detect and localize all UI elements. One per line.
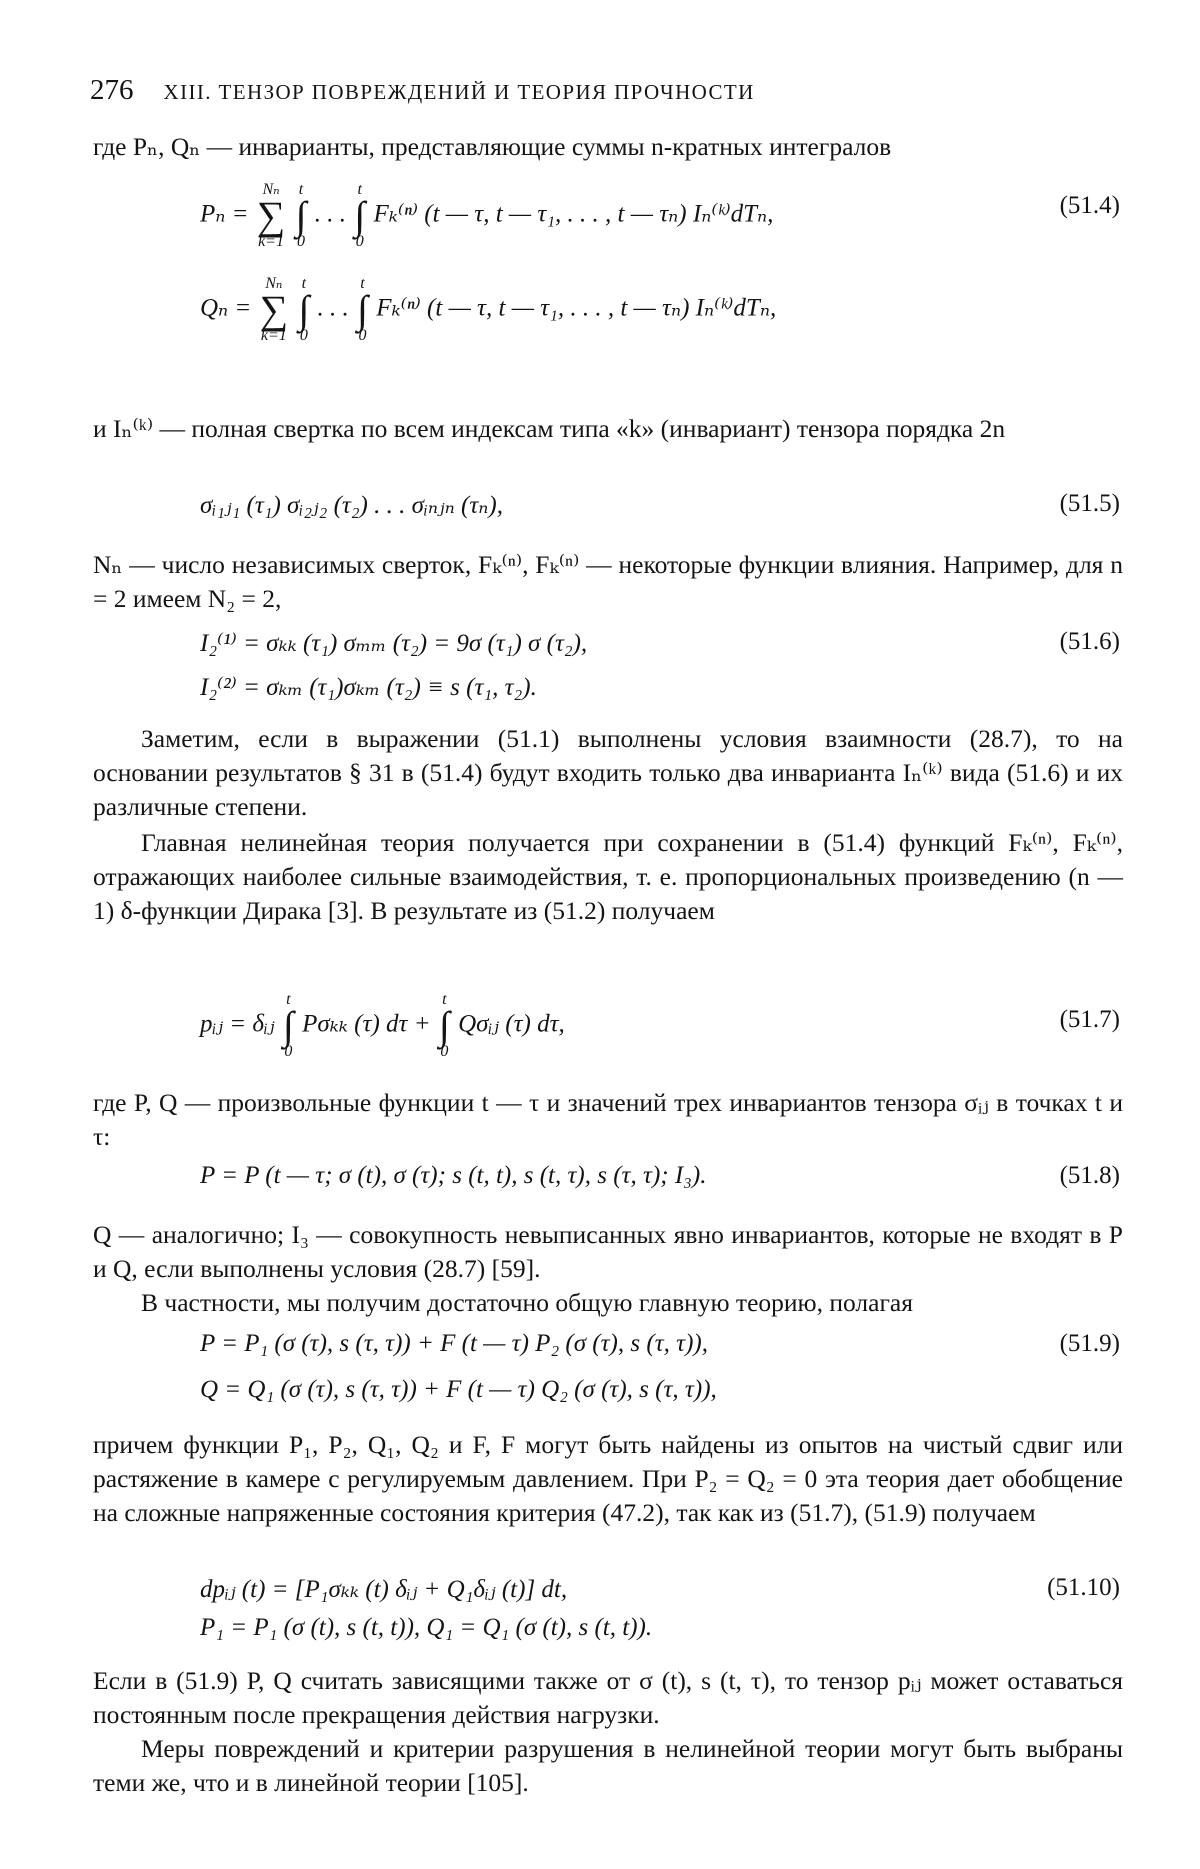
paragraph-p6: где P, Q — произвольные функции t — τ и значений трех инвариантов тензора σᵢⱼ в точках t и τ:: [93, 1088, 1123, 1151]
sum-operator: Nₙ ∑ k=1: [259, 275, 289, 344]
eq-body: Fₖ⁽ⁿ⁾ (t — τ, t — τ₁, . . . , t — τₙ) Iₙ⁽ᵏ⁾dTₙ,: [373, 200, 774, 228]
equation-number: (51.8): [1059, 1162, 1120, 1189]
paragraph-p11: Меры повреждений и критерии разрушения в нелинейной теории могут быть выбраны теми же, что и в линейной теории [105].: [93, 1734, 1123, 1797]
equation-51-4-q: Qₙ = Nₙ ∑ k=1 t ∫ 0 . . . t ∫ 0 Fₖ⁽ⁿ⁾ (t — τ, t — τ₁, . . . , t — τₙ) Iₙ⁽ᵏ⁾dTₙ,: [200, 275, 777, 344]
equation-number: (51.7): [1059, 1006, 1120, 1033]
integral-operator: t ∫ 0: [298, 275, 310, 344]
equation-number: (51.9): [1059, 1330, 1120, 1357]
equation-51-5: [0, 490, 1200, 530]
running-head: XIII. ТЕНЗОР ПОВРЕЖДЕНИЙ И ТЕОРИЯ ПРОЧНОСТИ: [163, 80, 755, 104]
paragraph-p2: и Iₙ⁽ᵏ⁾ — полная свертка по всем индексам типа «k» (инвариант) тензора порядка 2n: [93, 414, 1006, 443]
equation-51-7: [0, 980, 1200, 1070]
eq-body: dpᵢⱼ (t) = [P₁σₖₖ (t) δᵢⱼ + Q₁δᵢⱼ (t)] dt,: [200, 1576, 568, 1603]
paragraph-p7: Q — аналогично; I₃ — совокупность невыписанных явно инвариантов, которые не входят в P и Q, если выполнены условия (28.7) [59].: [93, 1220, 1123, 1283]
eq-body: I₂⁽²⁾ = σₖₘ (τ₁)σₖₘ (τ₂) ≡ s (τ₁, τ₂).: [200, 674, 537, 701]
equation-51-10b: [0, 1614, 1200, 1654]
integral-operator: t ∫ 0: [354, 181, 366, 250]
eq-tail: Qσᵢⱼ (τ) dτ,: [458, 1010, 565, 1038]
equation-51-6a: [0, 628, 1200, 668]
equation-51-8: [0, 1162, 1200, 1202]
paragraph-p4: Заметим, если в выражении (51.1) выполнены условия взаимности (28.7), то на основании результатов § 31 в (51.4) будут входить только два инварианта Iₙ⁽ᵏ⁾ вида (51.6) и их различные степени.: [93, 724, 1123, 821]
paragraph-p3: Nₙ — число независимых сверток, Fₖ⁽ⁿ⁾, Fₖ⁽ⁿ⁾ — некоторые функции влияния. Например, для n = 2 имеем N₂ = 2,: [93, 550, 1123, 613]
equation-51-4-p: Pₙ = Nₙ ∑ k=1 t ∫ 0 . . . t ∫ 0 Fₖ⁽ⁿ⁾ (t — τ, t — τ₁, . . . , t — τₙ) Iₙ⁽ᵏ⁾dTₙ, (51.4): [200, 181, 1120, 250]
eq-body: P₁ = P₁ (σ (t), s (t, t)), Q₁ = Q₁ (σ (t), s (t, t)).: [200, 1614, 653, 1641]
paragraph-p10: Если в (51.9) P, Q считать зависящими также от σ (t), s (t, τ), то тензор pᵢⱼ может оставаться постоянным после прекращения действия нагрузки.: [93, 1666, 1123, 1729]
integral-operator: t ∫ 0: [438, 991, 450, 1060]
eq-body: P = P (t — τ; σ (t), σ (τ); s (t, t), s (t, τ), s (τ, τ); I₃).: [200, 1162, 707, 1189]
eq-lhs: Qₙ =: [200, 294, 252, 322]
paragraph-p1: где Pₙ, Qₙ — инварианты, представляющие суммы n-кратных интегралов: [93, 132, 892, 161]
eq-body: σᵢ₁ⱼ₁ (τ₁) σᵢ₂ⱼ₂ (τ₂) . . . σᵢₙⱼₙ (τₙ),: [200, 492, 504, 519]
equation-51-9a: [0, 1330, 1200, 1370]
equation-number: (51.4): [1059, 192, 1120, 219]
sum-operator: Nₙ ∑ k=1: [256, 181, 286, 250]
integral-operator: t ∫ 0: [357, 275, 369, 344]
paragraph-p5: Главная нелинейная теория получается при сохранении в (51.4) функций Fₖ⁽ⁿ⁾, Fₖ⁽ⁿ⁾, отражающих наиболее сильные взаимодействия, т. е. пропорциональных произведению (n — 1) δ-функции Дирака [3]. В результате из (51.2) получаем: [93, 828, 1123, 925]
page-header: [90, 74, 1110, 114]
eq-body: Fₖ⁽ⁿ⁾ (t — τ, t — τ₁, . . . , t — τₙ) Iₙ⁽ᵏ⁾dTₙ,: [376, 294, 777, 322]
equation-number: (51.5): [1059, 490, 1120, 517]
equation-51-10a: [0, 1574, 1200, 1614]
eq-lhs: Pₙ =: [200, 200, 249, 228]
integral-operator: t ∫ 0: [282, 991, 294, 1060]
paragraph-p8: В частности, мы получим достаточно общую главную теорию, полагая: [141, 1288, 913, 1317]
eq-lhs: pᵢⱼ = δᵢⱼ: [200, 1010, 275, 1038]
eq-body: P = P₁ (σ (τ), s (τ, τ)) + F (t — τ) P₂ (σ (τ), s (τ, τ)),: [200, 1330, 708, 1357]
eq-body: I₂⁽¹⁾ = σₖₖ (τ₁) σₘₘ (τ₂) = 9σ (τ₁) σ (τ₂),: [200, 630, 588, 657]
paragraph-p9: причем функции P₁, P₂, Q₁, Q₂ и F, F могут быть найдены из опытов на чистый сдвиг или растяжение в камере с регулируемым давлением. При P₂ = Q₂ = 0 эта теория дает обобщение на сложные напряженные состояния критерия (47.2), так как из (51.7), (51.9) получаем: [93, 1430, 1123, 1527]
equation-51-9b: [0, 1376, 1200, 1416]
eq-mid: Pσₖₖ (τ) dτ +: [302, 1010, 431, 1038]
integral-operator: t ∫ 0: [295, 181, 307, 250]
equation-51-6b: [0, 672, 1200, 712]
eq-body: Q = Q₁ (σ (τ), s (τ, τ)) + F (t — τ) Q₂ (σ (τ), s (τ, τ)),: [200, 1376, 717, 1403]
page-number: 276: [90, 74, 134, 106]
equation-number: (51.10): [1047, 1574, 1120, 1601]
equation-number: (51.6): [1059, 628, 1120, 655]
